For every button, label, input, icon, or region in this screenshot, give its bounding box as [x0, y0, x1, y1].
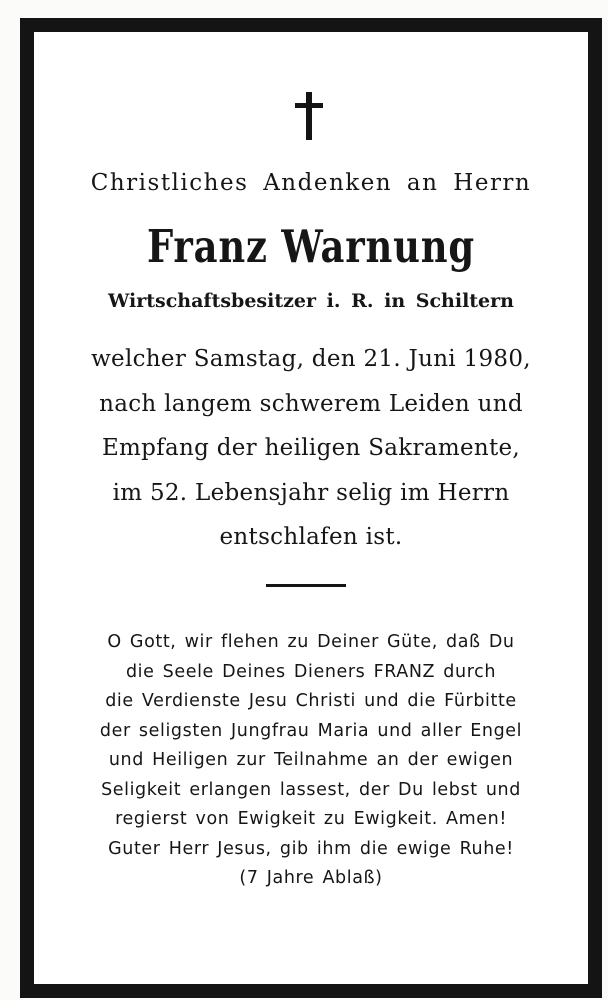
- memorial-card: [20, 18, 602, 998]
- prayer-line: Guter Herr Jesus, gib ihm die ewige Ruhe!: [108, 838, 514, 859]
- prayer-line: die Verdienste Jesu Christi und die Fürbitte: [105, 691, 517, 711]
- prayer-line: die Seele Deines Dieners FRANZ durch: [125, 661, 497, 682]
- deceased-name: Franz Warnung: [146, 220, 476, 273]
- prayer-line: regierst von Ewigkeit zu Ewigkeit. Amen!: [115, 809, 507, 829]
- prayer-line: O Gott, wir flehen zu Deiner Güte, daß Du: [107, 632, 515, 652]
- indulgence-note: (7 Jahre Ablaß): [239, 868, 383, 888]
- prayer-text: [34, 628, 588, 894]
- prayer-line: Seligkeit erlangen lassest, der Du lebst und: [101, 779, 521, 800]
- prayer-line: der seligsten Jungfrau Maria und aller Engel: [99, 720, 523, 741]
- intro-line: Christliches Andenken an Herrn: [90, 170, 532, 196]
- divider-rule: [266, 584, 346, 587]
- death-notice-line: welcher Samstag, den 21. Juni 1980,: [91, 346, 531, 372]
- death-notice-line: entschlafen ist.: [219, 524, 403, 550]
- death-notice: [34, 337, 588, 560]
- cross-icon: [289, 88, 329, 144]
- prayer-line: und Heiligen zur Teilnahme an der ewigen: [108, 750, 514, 770]
- death-notice-line: Empfang der heiligen Sakramente,: [101, 435, 521, 461]
- death-notice-line: im 52. Lebensjahr selig im Herrn: [112, 479, 510, 506]
- death-notice-line: nach langem schwerem Leiden und: [99, 390, 523, 417]
- occupation-line: Wirtschaftsbesitzer i. R. in Schiltern: [108, 290, 514, 312]
